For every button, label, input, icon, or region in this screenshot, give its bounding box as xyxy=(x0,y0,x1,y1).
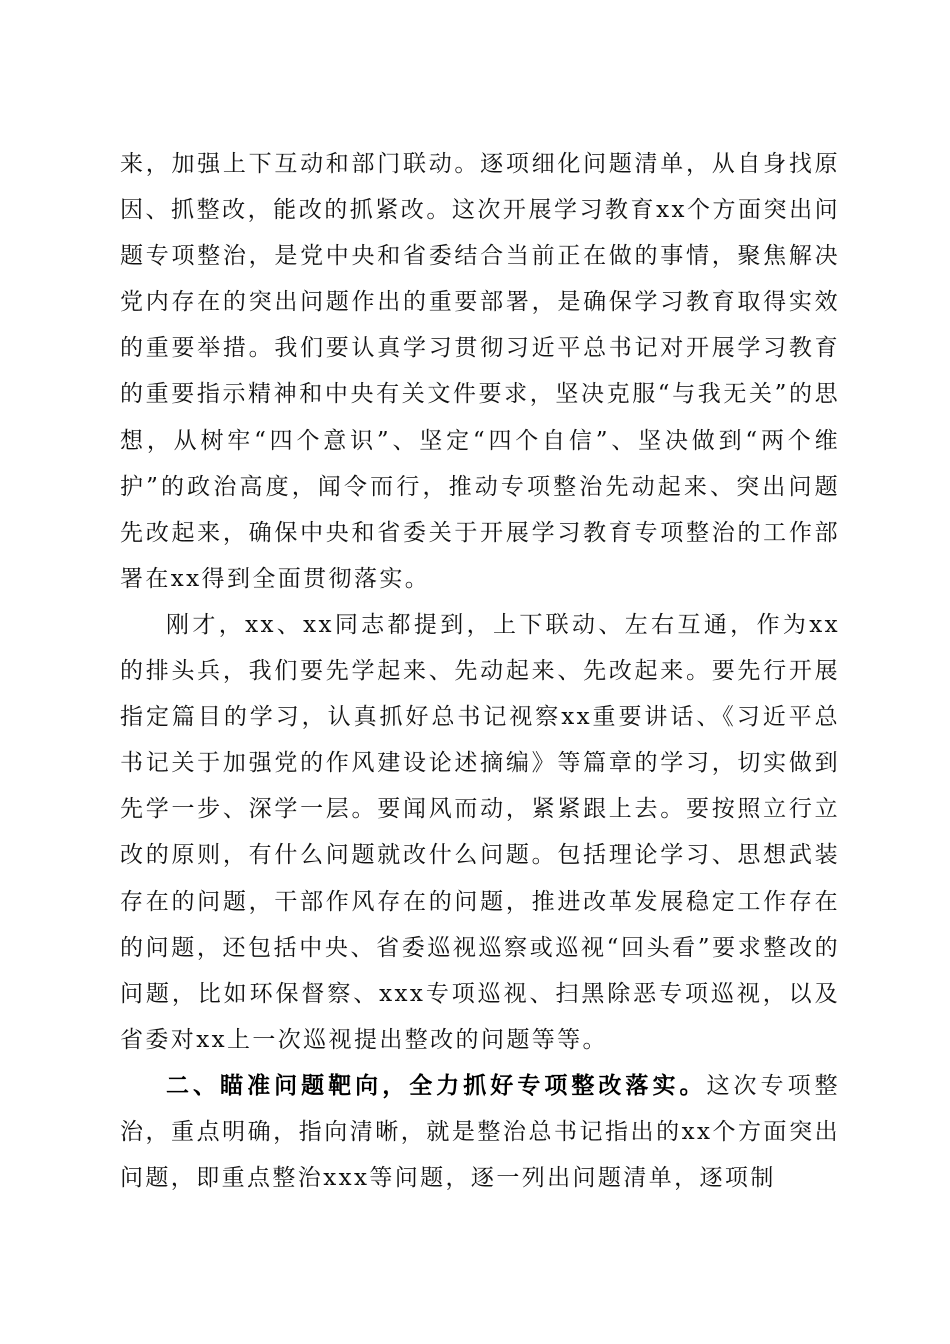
section-heading: 二、瞄准问题靶向，全力抓好专项整改落实。 xyxy=(166,1071,707,1099)
document-body xyxy=(120,141,840,1201)
paragraph-text: 这次专项整治，重点明确，指向清晰，就是整治总书记指出的xx个方面突出问题，即重点整治xxx等问题，逐一列出问题清单，逐项制 xyxy=(120,1072,840,1192)
paragraph-continued xyxy=(120,141,840,602)
paragraph-text: 来，加强上下互动和部门联动。逐项细化问题清单，从自身找原因、抓整改，能改的抓紧改。这次开展学习教育xx个方面突出问题专项整治，是党中央和省委结合当前正在做的事情，聚焦解决党内存在的突出问题作出的重要部署，是确保学习教育取得实效的重要举措。我们要认真学习贯彻习近平总书记对开展学习教育的重要指示精神和中央有关文件要求，坚决克服“与我无关”的思想，从树牢“四个意识”、坚定“四个自信”、坚决做到“两个维护”的政治高度，闻令而行，推动专项整治先动起来、突出问题先改起来，确保中央和省委关于开展学习教育专项整治的工作部署在xx得到全面贯彻落实。 xyxy=(120,151,840,592)
paragraph-text: 刚才，xx、xx同志都提到，上下联动、左右互通，作为xx的排头兵，我们要先学起来、先动起来、先改起来。要先行开展指定篇目的学习，认真抓好总书记视察xx重要讲话、《习近平总书记关于加强党的作风建设论述摘编》等篇章的学习，切实做到先学一步、深学一层。要闻风而动，紧紧跟上去。要按照立行立改的原则，有什么问题就改什么问题。包括理论学习、思想武装存在的问题，干部作风存在的问题，推进改革发展稳定工作存在的问题，还包括中央、省委巡视巡察或巡视“回头看”要求整改的问题，比如环保督察、xxx专项巡视、扫黑除恶专项巡视，以及省委对xx上一次巡视提出整改的问题等等。 xyxy=(120,611,840,1053)
paragraph xyxy=(120,602,840,1063)
paragraph-with-heading xyxy=(120,1063,840,1201)
